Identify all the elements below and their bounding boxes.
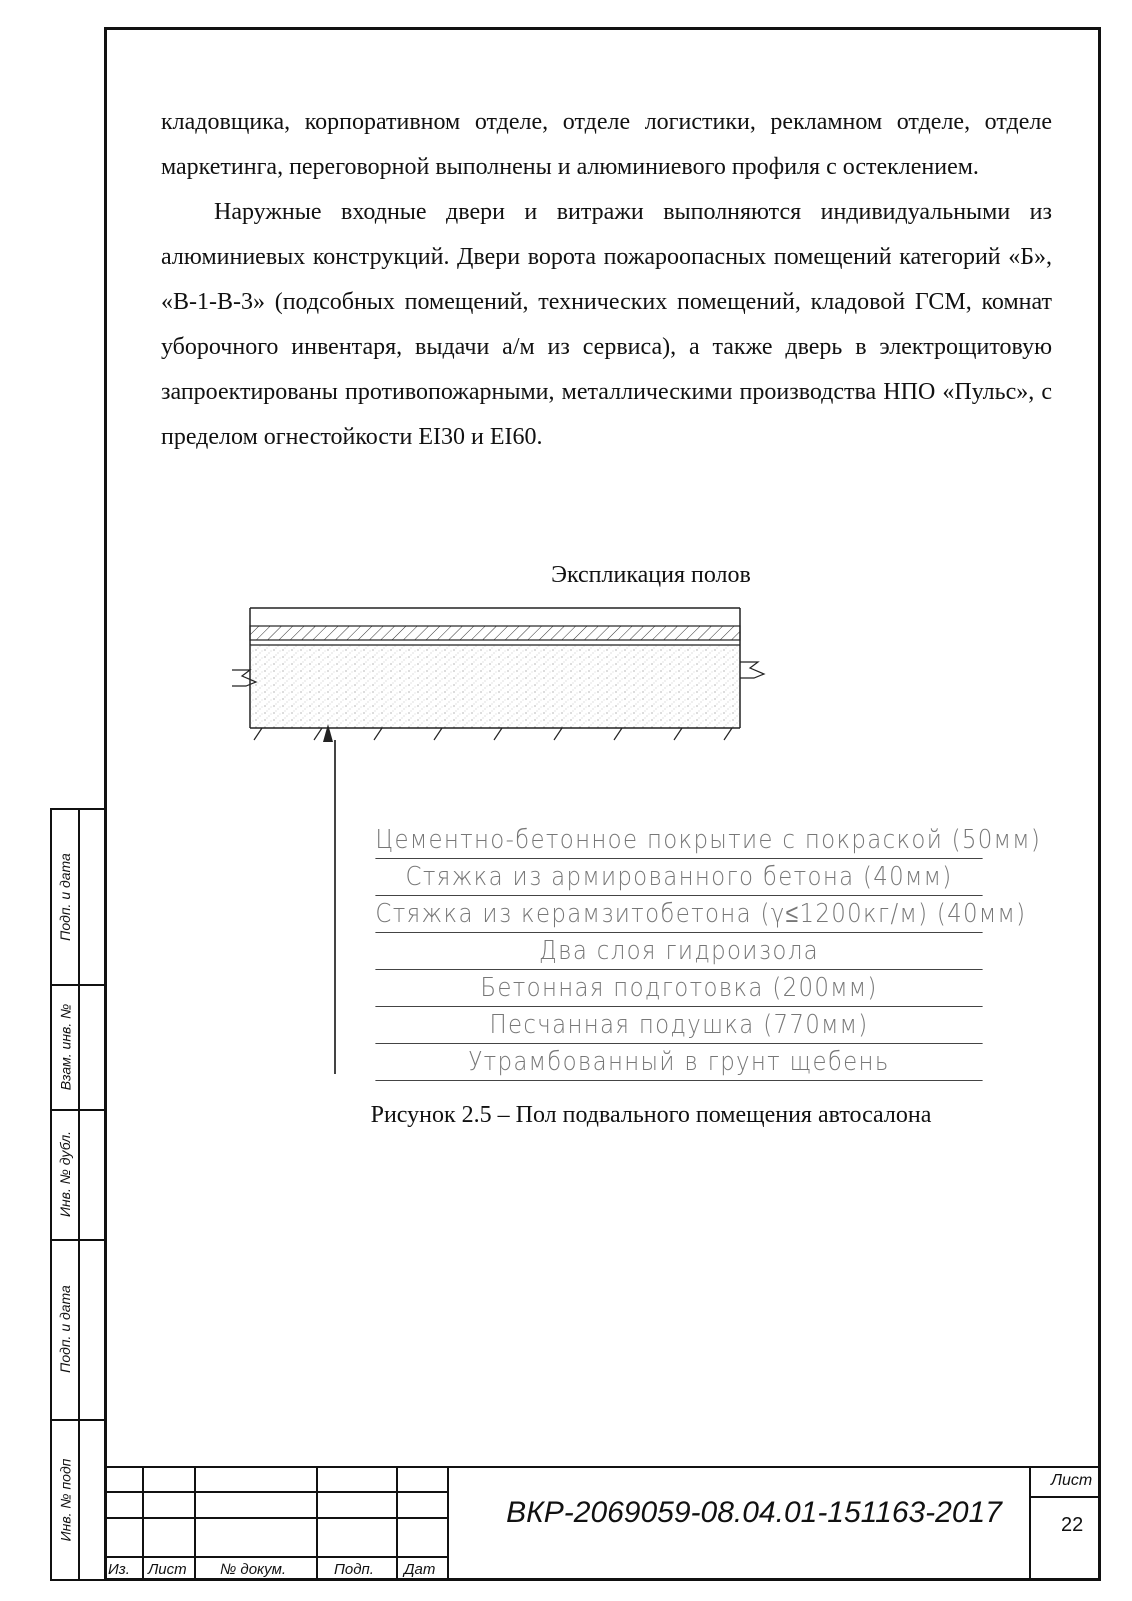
paragraph-1: кладовщика, корпоративном отделе, отделе логистики, рекламном отделе, отделе маркетинга, переговорной выполнены и алюминиевого профиля с остеклением. bbox=[161, 109, 1052, 180]
sheet-number: 22 bbox=[1061, 1514, 1084, 1536]
side-cell bbox=[52, 1239, 104, 1421]
figure-heading: Экспликация полов bbox=[551, 562, 751, 588]
col-label: Подп. bbox=[334, 1561, 374, 1578]
col-label: Дат bbox=[404, 1561, 436, 1578]
col-label: Лист bbox=[148, 1561, 187, 1578]
side-label: Взам. инв. № bbox=[57, 1003, 73, 1090]
side-cell bbox=[52, 1109, 104, 1241]
side-cell bbox=[52, 984, 104, 1111]
body-text bbox=[161, 100, 1052, 460]
floor-section-drawing bbox=[228, 600, 788, 750]
col-label: № докум. bbox=[220, 1561, 287, 1578]
layer-row: Два слоя гидроизола bbox=[375, 933, 982, 970]
figure-caption: Рисунок 2.5 – Пол подвального помещения автосалона bbox=[370, 1102, 932, 1128]
side-label: Инв. № дубл. bbox=[57, 1130, 74, 1218]
layer-row: Утрамбованный в грунт щебень bbox=[375, 1044, 982, 1081]
layer-row: Стяжка из армированного бетона (40мм) bbox=[375, 859, 982, 896]
col-label: Из. bbox=[108, 1561, 130, 1578]
side-label: Подп. и дата bbox=[57, 853, 73, 941]
side-cell bbox=[52, 810, 104, 986]
layer-row: Бетонная подготовка (200мм) bbox=[375, 970, 982, 1007]
layer-row: Песчанная подушка (770мм) bbox=[375, 1007, 982, 1044]
layer-row: Стяжка из керамзитобетона (γ≤1200кг/м) (40мм) bbox=[375, 896, 982, 933]
side-stamp-strip bbox=[50, 808, 104, 1581]
title-block bbox=[104, 1466, 1101, 1581]
paragraph-2: Наружные входные двери и витражи выполняются индивидуальными из алюминиевых конструкций. Двери ворота пожароопасных помещений категорий «Б», «В-1-В-3» (подсобных помещений, технических помещений, кладовой ГСМ, комнат уборочного инвентаря, выдачи а/м из сервиса), а также дверь в электрощитовую запроектированы противопожарными, металлическими производства НПО «Пульс», с пределом огнестойкости EI30 и EI60. bbox=[161, 199, 1052, 450]
side-label: Подп. и дата bbox=[57, 1285, 73, 1373]
side-label: Инв. № подп bbox=[57, 1458, 74, 1542]
sheet-label: Лист bbox=[1051, 1472, 1093, 1489]
side-cell bbox=[52, 1419, 104, 1581]
floor-layers-list bbox=[334, 822, 1042, 1081]
layer-row: Цементно-бетонное покрытие с покраской (50мм) bbox=[375, 822, 982, 859]
document-code: ВКР-2069059-08.04.01-151163-2017 bbox=[506, 1496, 1002, 1529]
